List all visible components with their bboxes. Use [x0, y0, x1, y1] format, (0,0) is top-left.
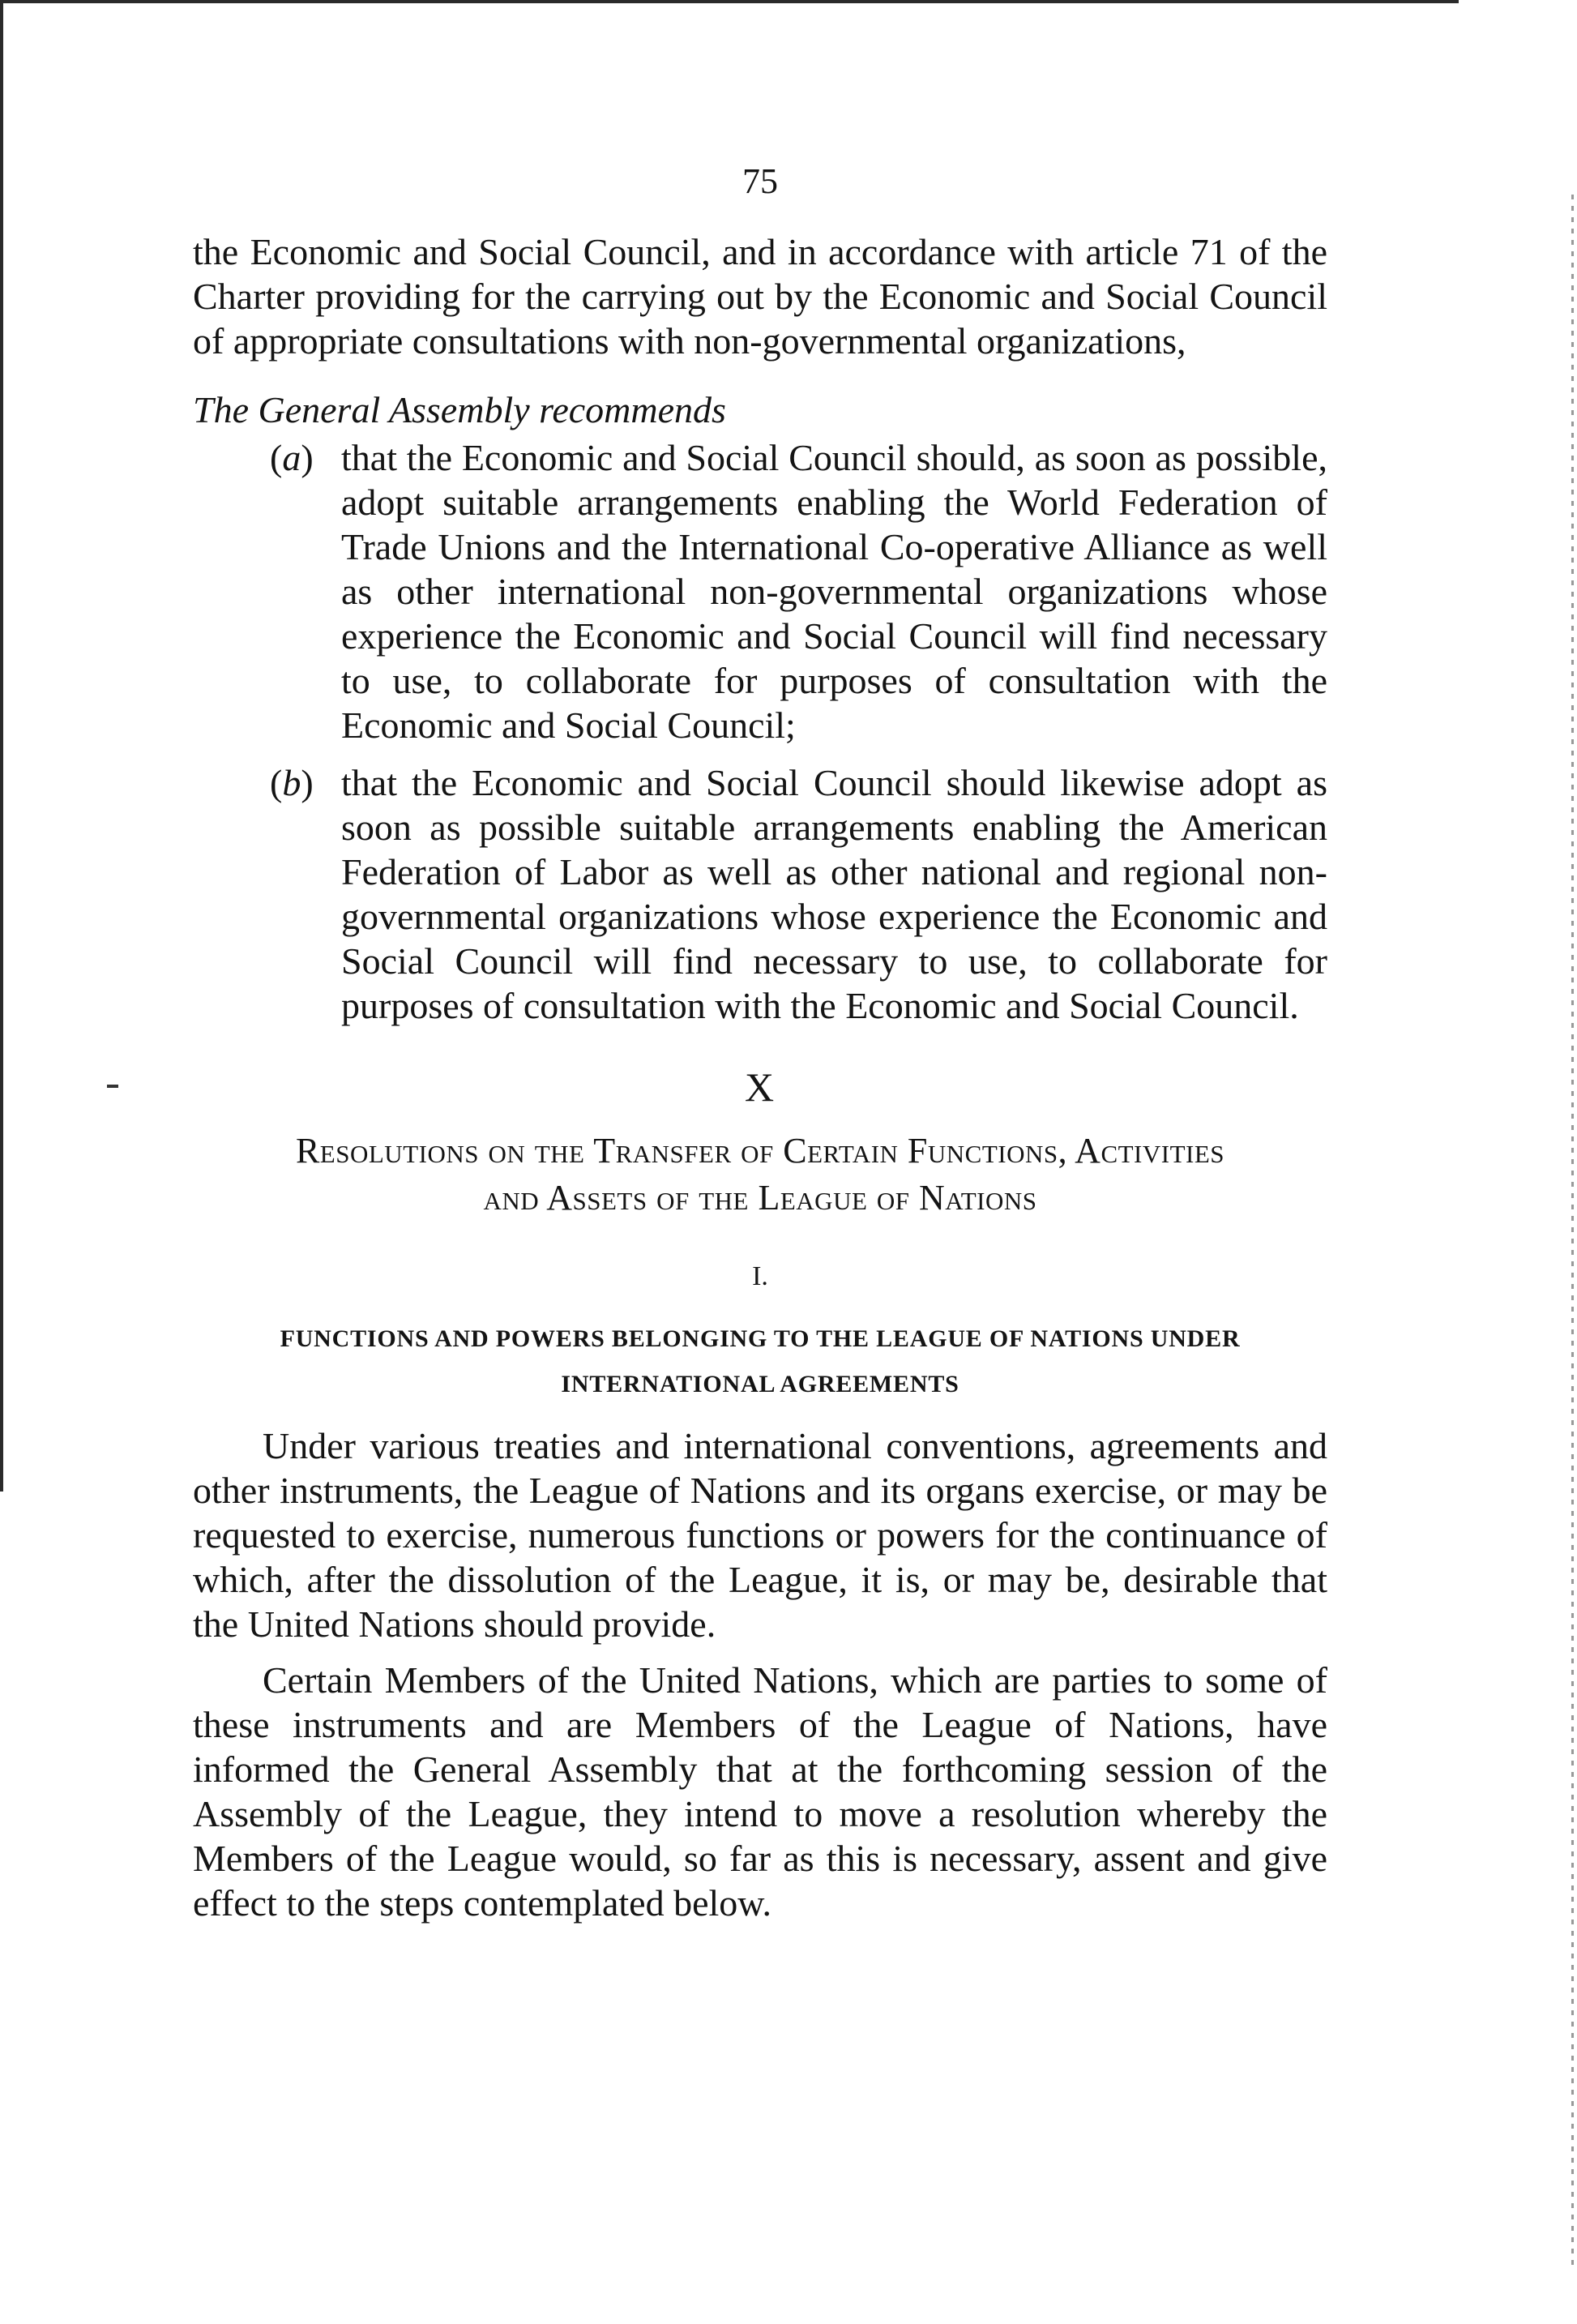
intro-paragraph: the Economic and Social Council, and in accordance with article 71 of the Charter providing for the carrying out by the Economic and Social Council of appropriate consultations with non-governmental organizations,	[193, 231, 1327, 362]
recommendation-item-a	[270, 435, 1327, 747]
recommendation-text-a: that the Economic and Social Council should, as soon as possible, adopt suitable arrangements enabling the World Federation of Trade Unions and the International Co-operative Alliance as well as other international non-governmental organizations whose experience the Economic and Social Council will find necessary to use, to collaborate for purposes of consultation with the Economic and Social Council;	[341, 437, 1327, 746]
section-numeral: X	[744, 1064, 776, 1110]
recommendation-text-b: that the Economic and Social Council should likewise adopt as soon as possible suitable arrangements enabling the American Federation of Labor as well as other national and regional non-governmental organizations whose experience the Economic and Social Council will find necessary to use, to collaborate for purposes of consultation with the Economic and Social Council.	[341, 762, 1327, 1026]
recommendation-item-b	[270, 760, 1327, 1028]
recommendation-lead-in: The General Assembly recommends	[193, 389, 726, 430]
body-paragraph: Under various treaties and international conventions, agreements and other instruments, the League of Nations and its organs exercise, or may be requested to exercise, numerous functions or powers for the continuance of which, after the dissolution of the League, it is, or may be, desirable that the United Nations should provide.	[193, 1425, 1327, 1645]
margin-mark	[107, 1085, 118, 1088]
subsection-title-line-2: INTERNATIONAL AGREEMENTS	[561, 1371, 959, 1397]
item-marker-a: (a)	[270, 437, 314, 478]
subsection-number: I.	[752, 1261, 768, 1291]
section-title-line-1: Resolutions on the Transfer of Certain Functions, Activities	[295, 1131, 1225, 1171]
page-right-edge	[1571, 195, 1574, 2270]
subsection-title	[193, 1316, 1327, 1407]
page-top-border	[0, 0, 1459, 3]
page-content	[193, 159, 1327, 1937]
page-left-border	[0, 0, 3, 1492]
page-number: 75	[742, 161, 778, 201]
subsection-title-line-1: FUNCTIONS AND POWERS BELONGING TO THE LEAGUE OF NATIONS UNDER	[280, 1325, 1241, 1352]
section-title-line-2: and Assets of the League of Nations	[483, 1178, 1037, 1218]
section-title	[193, 1128, 1327, 1222]
body-paragraph: Certain Members of the United Nations, which are parties to some of these instruments and are Members of the League of Nations, have informed the General Assembly that at the forthcoming session of the Assembly of the League, they intend to move a resolution whereby the Members of the League would, so far as this is necessary, assent and give effect to the steps contemplated below.	[193, 1659, 1327, 1924]
item-marker-b: (b)	[270, 762, 314, 803]
